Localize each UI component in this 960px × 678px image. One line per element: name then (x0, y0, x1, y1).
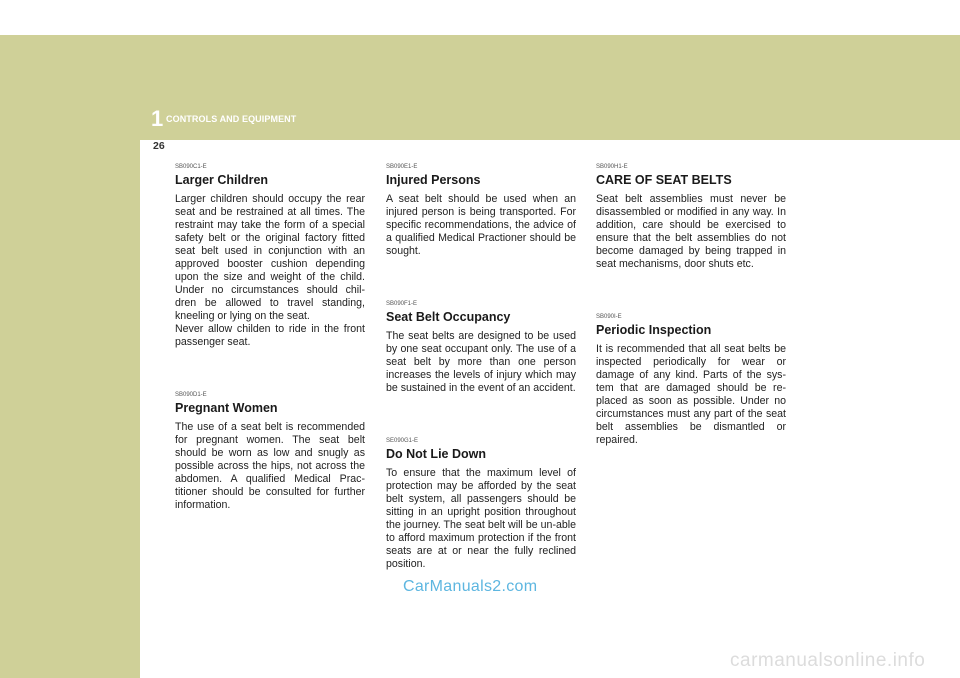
section-periodic-inspection (596, 313, 786, 447)
section-do-not-lie-down (386, 437, 576, 571)
paragraph: Larger children should occupy the rear seat and be restrained at all times. The restraint may take the form of a special safety belt or the original factory fitted seat belt used in conjunction with an approved booster cushion depending upon the size and weight of the child. Under no circumstances should chil-dren be allowed to travel standing, kneeling or lying on the seat. (175, 193, 365, 322)
section-body (386, 330, 576, 395)
section-heading: Larger Children (175, 173, 269, 187)
section-heading: Pregnant Women (175, 401, 278, 415)
section-body (175, 193, 365, 349)
section-seat-belt-occupancy (386, 300, 576, 395)
section-code: SB090D1-E (175, 392, 207, 398)
column-3 (596, 163, 786, 447)
paragraph: The use of a seat belt is recommended for pregnant women. The seat belt should be worn as low and snugly as possible across the hips, not across the abdomen. A qualified Medical Prac-titioner should be consulted for further information. (175, 421, 365, 511)
left-margin-band (0, 35, 140, 678)
section-body (596, 343, 786, 447)
paragraph: The seat belts are designed to be used by one seat occupant only. The use of a seat belt by more than one person increases the levels of injury which may be sustained in the event of an accident. (386, 330, 576, 394)
column-2 (386, 163, 576, 571)
section-body (386, 467, 576, 571)
section-body (386, 193, 576, 258)
page-number: 26 (153, 140, 165, 152)
section-code: SB090H1-E (596, 164, 628, 170)
section-pregnant-women (175, 391, 365, 512)
spacer (596, 271, 786, 313)
section-code: SB090E1-E (386, 164, 418, 170)
spacer (386, 395, 576, 437)
section-heading: Periodic Inspection (596, 323, 712, 337)
section-care-of-seat-belts (596, 163, 786, 271)
section-injured-persons (386, 163, 576, 258)
section-body (175, 421, 365, 512)
section-code: SE090G1-E (386, 438, 419, 444)
section-code: SB090C1-E (175, 164, 207, 170)
section-body (596, 193, 786, 271)
watermark-carmanuals2[interactable]: CarManuals2.com (403, 578, 538, 595)
paragraph: A seat belt should be used when an injured person is being transported. For specific recommendations, the advice of a qualified Medical Practioner should be sought. (386, 193, 576, 257)
paragraph: Never allow childen to ride in the front passenger seat. (175, 323, 365, 348)
column-1 (175, 163, 365, 512)
chapter-title: CONTROLS AND EQUIPMENT (166, 114, 297, 124)
section-larger-children (175, 163, 365, 349)
section-code: SB090F1-E (386, 301, 418, 307)
watermark-carmanualsonline: carmanualsonline.info (730, 650, 926, 671)
section-heading: Seat Belt Occupancy (386, 310, 511, 324)
spacer (386, 258, 576, 300)
paragraph: Seat belt assemblies must never be disassembled or modified in any way. In addition, care should be exercised to ensure that the belt assemblies do not become damaged by being trapped in seat mechanisms, door shuts etc. (596, 193, 786, 270)
section-heading: Injured Persons (386, 173, 481, 187)
paragraph: To ensure that the maximum level of protection may be afforded by the seat belt system, all passengers should be sitting in an upright position throughout the journey. The seat belt will be un-able to afford maximum protection if the front seats are at or near the fully reclined position. (386, 467, 576, 570)
header-band (0, 35, 960, 140)
section-code: SB090I-E (596, 314, 622, 320)
paragraph: It is recommended that all seat belts be inspected periodically for wear or damage of any kind. Parts of the sys-tem that are damaged should be re-placed as soon as possible. Under no circumstances must any part of the seat belt assemblies be dismantled or repaired. (596, 343, 786, 446)
section-heading: Do Not Lie Down (386, 447, 486, 461)
section-heading: CARE OF SEAT BELTS (596, 173, 732, 187)
spacer (175, 349, 365, 391)
chapter-number: 1 (151, 106, 164, 131)
